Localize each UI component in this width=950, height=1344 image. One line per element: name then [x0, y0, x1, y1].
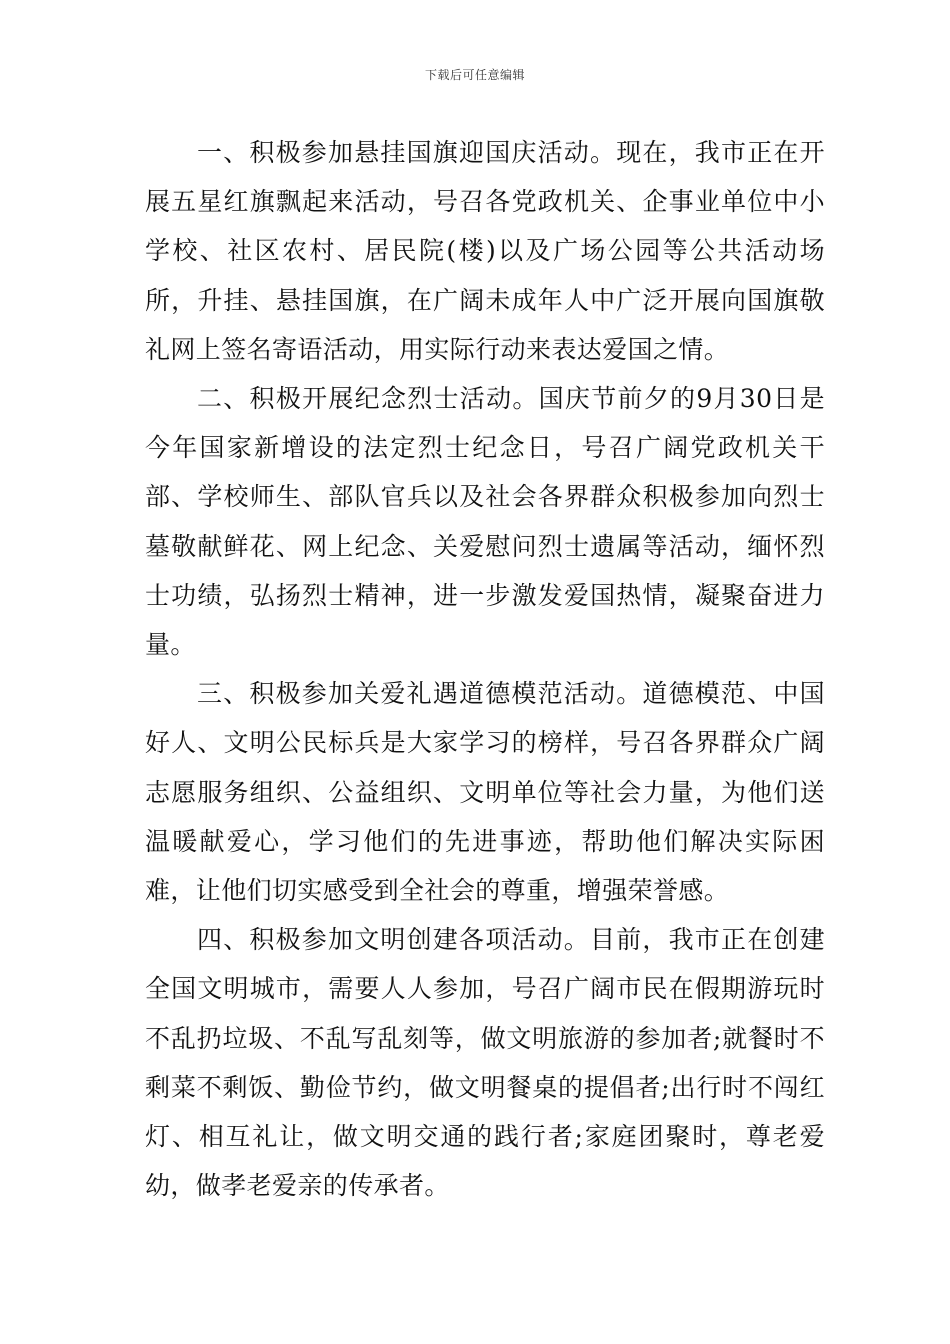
page-header: 下载后可任意编辑	[424, 68, 525, 82]
paragraph-4: 四、积极参加文明创建各项活动。目前，我市正在创建全国文明城市，需要人人参加，号召广阔市民在假期游玩时不乱扔垃圾、不乱写乱刻等，做文明旅游的参加者;就餐时不剩菜不剩饭、勤俭节约，做文明餐桌的提倡者;出行时不闯红灯、相互礼让，做文明交通的践行者;家庭团聚时，尊老爱幼，做孝老爱亲的传承者。	[145, 925, 825, 1201]
paragraph-3: 三、积极参加关爱礼遇道德模范活动。道德模范、中国好人、文明公民标兵是大家学习的榜样，号召各界群众广阔志愿服务组织、公益组织、文明单位等社会力量，为他们送温暖献爱心，学习他们的先进事迹，帮助他们解决实际困难，让他们切实感受到全社会的尊重，增强荣誉感。	[145, 679, 825, 906]
document-body	[145, 128, 825, 1210]
paragraph-2: 二、积极开展纪念烈士活动。国庆节前夕的9月30日是今年国家新增设的法定烈士纪念日，号召广阔党政机关干部、学校师生、部队官兵以及社会各界群众积极参加向烈士墓敬献鲜花、网上纪念、关爱慰问烈士遗属等活动，缅怀烈士功绩，弘扬烈士精神，进一步激发爱国热情，凝聚奋进力量。	[145, 384, 825, 660]
paragraph-1: 一、积极参加悬挂国旗迎国庆活动。现在，我市正在开展五星红旗飘起来活动，号召各党政机关、企事业单位中小学校、社区农村、居民院(楼)以及广场公园等公共活动场所，升挂、悬挂国旗，在广阔未成年人中广泛开展向国旗敬礼网上签名寄语活动，用实际行动来表达爱国之情。	[145, 138, 825, 364]
